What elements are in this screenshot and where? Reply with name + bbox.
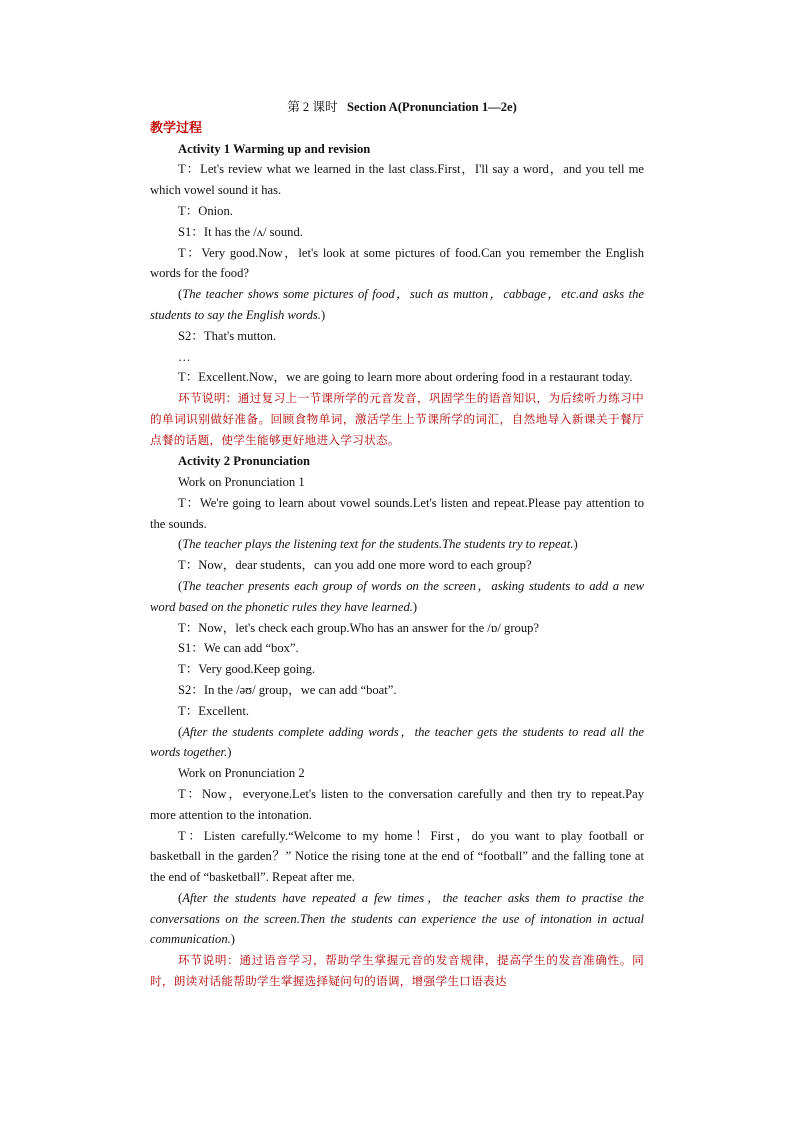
dialogue-line: S1：It has the /ʌ/ sound.	[178, 224, 303, 239]
stage-direction: (The teacher presents each group of words on the screen，asking students to add a new word based on the phonetic rules they have learned.)	[150, 578, 644, 614]
dialogue-line: S1：We can add “box”.	[178, 641, 299, 656]
lesson-number: 第 2 课时	[287, 100, 338, 114]
subheading: Work on Pronunciation 1	[178, 474, 305, 489]
lesson-page	[150, 97, 644, 992]
dialogue-line: T：Listen carefully.“Welcome to my home！First，do you want to play football or basketball in the garden？” Notice the rising tone at the end of “football” and the falling tone at the end of “basketball”. Repeat after me.	[150, 828, 644, 885]
dialogue-line: T：Very good.Keep going.	[178, 662, 316, 677]
dialogue-line: S2：That's mutton.	[178, 328, 277, 343]
stage-direction: (After the students complete adding words，the teacher gets the students to read all the words together.)	[150, 724, 644, 760]
explanation-note: 环节说明：通过语音学习，帮助学生掌握元音的发音规律，提高学生的发音准确性。同时，朗读对话能帮助学生掌握选择疑问句的语调，增强学生口语表达	[150, 953, 644, 989]
stage-direction: (After the students have repeated a few times，the teacher asks them to practise the conversations on the screen.Then the students can experience the use of intonation in actual communication.)	[150, 890, 644, 947]
dialogue-line: T：Let's review what we learned in the last class.First，I'll say a word，and you tell me which vowel sound it has.	[150, 162, 644, 198]
dialogue-line: T：We're going to learn about vowel sounds.Let's listen and repeat.Please pay attention to the sounds.	[150, 495, 644, 531]
subheading: Work on Pronunciation 2	[178, 766, 305, 781]
activity1-heading: Activity 1 Warming up and revision	[178, 141, 371, 156]
process-heading: 教学过程	[150, 119, 203, 135]
section-title: Section A(Pronunciation 1—2e)	[347, 100, 517, 114]
dialogue-line: S2：In the /əʊ/ group，we can add “boat”.	[178, 682, 397, 697]
stage-direction: (The teacher plays the listening text for the students.The students try to repeat.)	[178, 537, 578, 552]
dialogue-line: T：Now，let's check each group.Who has an answer for the /ɒ/ group?	[178, 620, 540, 635]
ellipsis: …	[178, 349, 191, 364]
activity2-heading: Activity 2 Pronunciation	[178, 454, 311, 469]
dialogue-line: T：Excellent.	[178, 703, 249, 718]
dialogue-line: T：Very good.Now，let's look at some pictures of food.Can you remember the English words for the food?	[150, 245, 644, 281]
dialogue-line: T：Now，dear students，can you add one more word to each group?	[178, 558, 532, 573]
dialogue-line: T：Now，everyone.Let's listen to the conversation carefully and then try to repeat.Pay more attention to the intonation.	[150, 786, 644, 822]
explanation-note: 环节说明：通过复习上一节课所学的元音发音，巩固学生的语音知识，为后续听力练习中的单词识别做好准备。回顾食物单词，激活学生上节课所学的词汇，自然地导入新课关于餐厅点餐的话题，使学生能够更好地进入学习状态。	[150, 391, 644, 448]
stage-direction: (The teacher shows some pictures of food，such as mutton，cabbage，etc.and asks the students to say the English words.)	[150, 287, 644, 322]
dialogue-line: T：Excellent.Now，we are going to learn more about ordering food in a restaurant today.	[178, 370, 633, 385]
page-title	[160, 97, 644, 118]
dialogue-line: T：Onion.	[178, 203, 233, 218]
